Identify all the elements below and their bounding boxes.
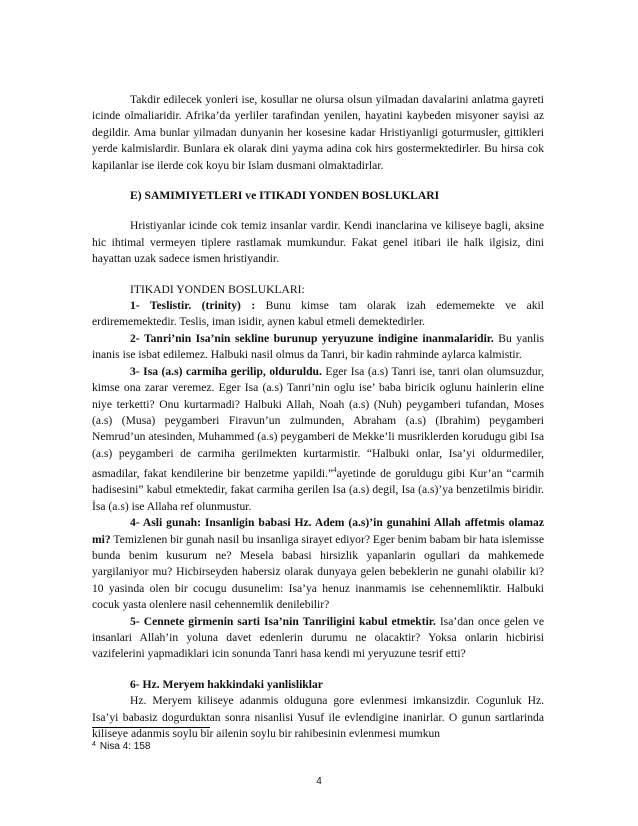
list-item-4 xyxy=(92,515,544,613)
item-4-title: 4- Asli gunah: Insanligin babasi Hz. Adem (a.s)’in gunahini Allah affetmis olamaz mi? xyxy=(92,516,544,546)
paragraph-meryem: Hz. Meryem kiliseye adanmis olduguna gore evlenmesi imkansizdir. Cogunluk Hz. Isa’yi babasiz dogurduktan sonra nisanlisi Yusuf ile evlendigine inanirlar. O gunun sartlarinda kiliseye adanmis soylu bir ailenin soylu bir rahibesinin evlenmesi mumkun xyxy=(92,694,544,741)
list-item-2 xyxy=(92,331,544,364)
footnote-divider xyxy=(92,727,210,728)
list-item-3 xyxy=(92,364,544,516)
section-heading-e: E) SAMIMIYETLERI ve ITIKADI YONDEN BOSLUKLARI xyxy=(130,189,440,203)
item-3-text: Eger Isa (a.s) Tanri ise, tanri olan olumsuzdur, kimse ona zarar veremez. Eger Isa (a.s) Tanri’nin oglu ise’ baba biricik oglunu hainlerin eline niye terketti? Onu kurtarmadi? Halbuki Allah, Noah (a.s) (Nuh) peygamberi tufandan, Moses (a.s) (Musa) peygamberi Firavun’un zulmunden, Abraham (a.s) (Ibrahim) peygamberi Nemrud’un atesinden, Muhammed (a.s) peygamberi de Mekke’li musriklerden korudugu gibi Isa (a.s) peygamberi de carmiha gerilmekten kurtarmistir. “Halbuki onlar, Isa’yi oldurmediler, asmadilar, fakat kendilerine bir benzetme yapildi.” xyxy=(92,364,545,480)
item-3-text-continued: ayetinde de goruldugu gibi Kur’an “carmih hadisesini” kabul etmektedir, fakat carmiha gerilen Isa (a.s) degil, Isa (a.s)’ya benzetilmis biridir. İsa (a.s) ise Allaha ref olunmustur. xyxy=(92,466,544,513)
footnote-marker: 4 xyxy=(92,741,96,748)
document-body xyxy=(92,92,544,742)
item-3-title: 3- Isa (a.s) carmiha gerilip, olduruldu. xyxy=(130,364,322,378)
item-5-title: 5- Cennete girmenin sarti Isa’nin Tanriligini kabul etmektir. xyxy=(130,614,436,628)
section-heading-6: 6- Hz. Meryem hakkindaki yanlisliklar xyxy=(130,677,323,691)
page-number: 4 xyxy=(316,776,322,787)
footnote-ref: 4 xyxy=(333,466,337,475)
item-1-text: Bunu kimse tam olarak izah edememekte ve akil erdirememektedir. Teslis, iman isidir, aynen kabul etmeli demektedirler. xyxy=(92,299,544,329)
item-1-title: 1- Teslistir. (trinity) : xyxy=(130,299,256,313)
list-item-5 xyxy=(92,614,544,663)
paragraph-intro: Takdir edilecek yonleri ise, kosullar ne olursa olsun yilmadan davalarini anlatma gayreti icinde olmaliaridir. Afrika’da yerliler tarafindan yenilen, hayatini kaybeden misyoner sayisi az degildir. Ama bunlar yilmadan dunyanin her kosesine kadar Hristiyanligi goturmusler, gittikleri yerde kalmislardir. Bunlara ek olarak dini yayma adina cok hirs gostermektedirler. Bu hirsa cok kapilanlar ise ilerde cok koyu bir Islam dusmani olmaktadirlar. xyxy=(92,93,544,172)
item-2-text: Bu yanlis inanis ise isbat edilemez. Halbuki nasil olmus da Tanri, bir kadin rahminde aylarca kalmistir. xyxy=(92,331,545,362)
paragraph-christians: Hristiyanlar icinde cok temiz insanlar vardir. Kendi inanclarina ve kiliseye bagli, aksine hic ihtimal vermeyen tiplere rastlamak mumkundur. Fakat genel itibari ile halk ilgisiz, dini hayattan uzak sadece ismen hristiyandir. xyxy=(92,219,544,266)
footnote-text: Nisa 4: 158 xyxy=(99,741,151,752)
item-5-text: Isa’dan once gelen ve insanlari Allah’in yoluna davet edenlerin durumu ne olacaktir? Yoksa onlarin hicbirisi vazifelerini yapmadiklari icin sonunda Tanri hasa kendi mi yeryuzune tesrif etti? xyxy=(92,614,544,661)
item-4-text: Temizlenen bir gunah nasil bu insanliga sirayet ediyor? Eger benim babam bir hata islemisse bunda benim kusurum ne? Mesela babasi hirsizlik yapanlarin ogullari da mahkemede yargilaniyor mu? Hicbirseyden habersiz olarak dunyaya gelen bebeklerin ne gunahi olabilir ki? 10 yasinda olen bir cocugu dusunelim: Isa’ya henuz inanmamis ise cehennemliktir. Halbuki cocuk yasta olenlere nasil cehennemlik denilebilir? xyxy=(92,532,544,612)
list-item-1 xyxy=(92,298,544,331)
subheading-itikadi: ITIKADI YONDEN BOSLUKLARI: xyxy=(130,282,305,296)
footnote xyxy=(92,739,151,753)
item-2-title: 2- Tanri’nin Isa’nin sekline burunup yeryuzune indigine inanmalaridir. xyxy=(130,331,494,345)
